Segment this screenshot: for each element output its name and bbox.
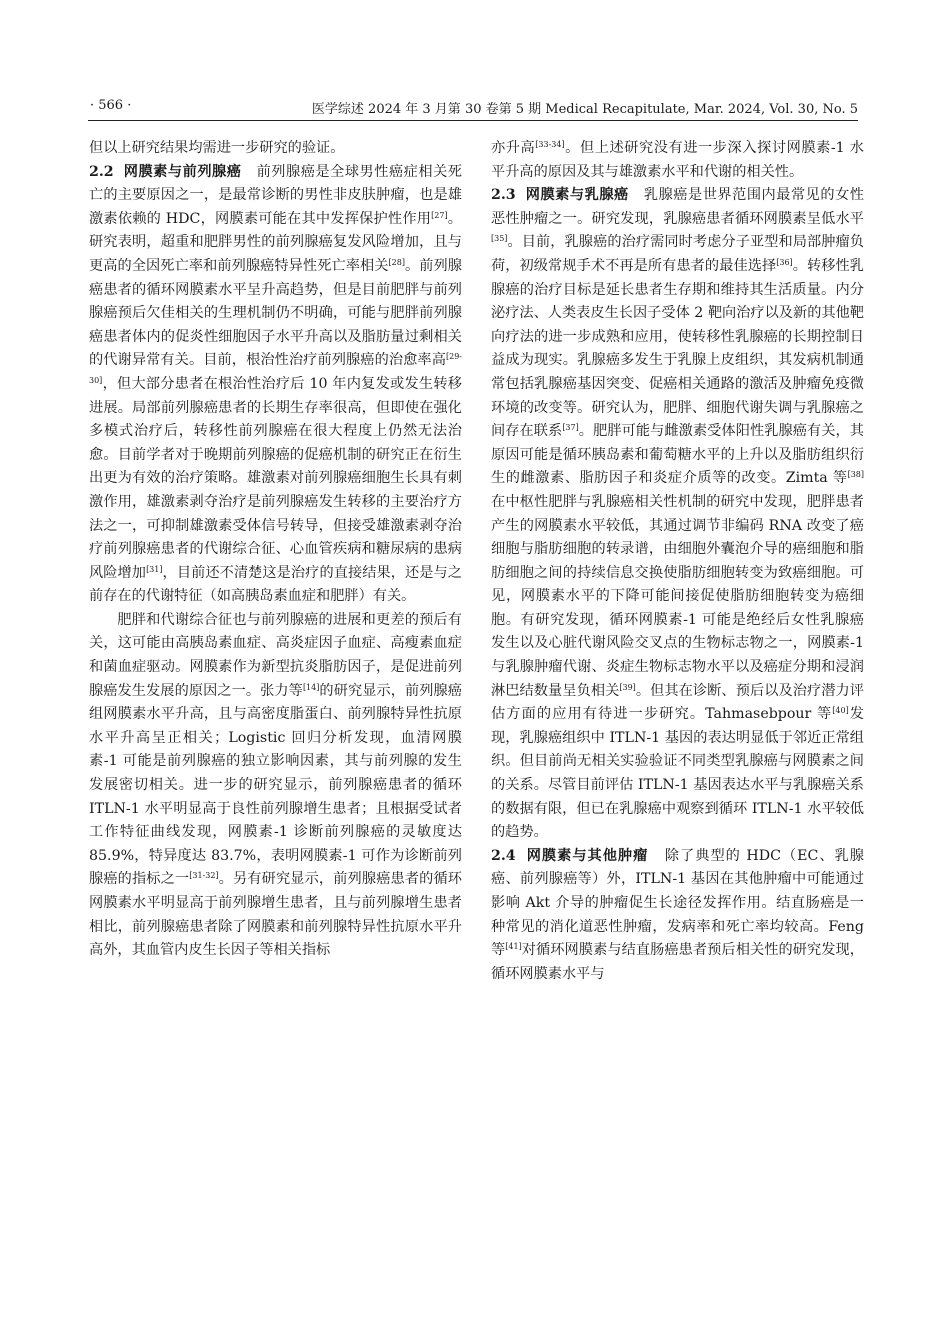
paragraph-text: 。肥胖可能与雌激素受体阳性乳腺癌有关，其原因可能是循环胰岛素和葡萄糖水平的上升以及脂肪组织衍生的雌激素、脂肪因子和炎症介质等的改变。Zimta 等 <box>491 423 864 487</box>
paragraph-text: 前列腺癌是全球男性癌症相关死亡的主要原因之一，是最常诊断的男性非皮肤肿瘤，也是雄激素依赖的 HDC，网膜素可能在其中发挥保护性作用 <box>89 163 462 227</box>
paragraph-text: 亦升高 <box>491 140 536 156</box>
paragraph-text: ，目前还不清楚这是治疗的直接结果，还是与之前存在的代谢特征（如高胰岛素血症和肥胖）有关。 <box>89 564 462 605</box>
paragraph <box>89 609 462 963</box>
citation: [35] <box>491 234 508 244</box>
section-2-2 <box>89 161 462 609</box>
paragraph-text: 肥胖和代谢综合征也与前列腺癌的进展和更差的预后有关，这可能由高胰岛素血症、高炎症因子血症、高瘦素血症和菌血症驱动。网膜素作为新型抗炎脂肪因子，是促进前列腺癌发生发展的原因之一。张力等 <box>89 611 462 699</box>
section-2-3 <box>491 184 864 845</box>
paragraph-text: 。但其在诊断、预后以及治疗潜力评估方面的应用有待进一步研究。Tahmasebpour 等 <box>491 682 864 723</box>
citation: [14] <box>302 682 320 692</box>
paragraph-text: 对循环网膜素与结直肠癌患者预后相关性的研究发现，循环网膜素水平与 <box>491 942 864 982</box>
section-title: 网膜素与乳腺癌 <box>525 187 629 204</box>
citation: [41] <box>505 942 522 952</box>
paragraph <box>491 137 864 184</box>
paragraph-text: 。目前，乳腺癌的治疗需同时考虑分子亚型和局部肿瘤负荷，初级常规手术不再是所有患者的最佳选择 <box>491 234 864 274</box>
section-number: 2.4 <box>491 847 516 864</box>
citation: [31-32] <box>189 871 219 881</box>
left-column <box>89 137 462 963</box>
section-title: 网膜素与其他肿瘤 <box>526 847 649 864</box>
section-2-4 <box>491 845 864 987</box>
citation: [40] <box>832 706 849 716</box>
paragraph <box>89 137 462 161</box>
right-column <box>491 137 864 986</box>
paragraph-text: 。另有研究显示，前列腺癌患者的循环网膜素水平明显高于前列腺增生患者，且与前列腺增生患者相比，前列腺癌患者除了网膜素和前列腺特异性抗原水平升高外，其血管内皮生长因子等相关指标 <box>89 871 462 959</box>
citation: [38] <box>847 470 864 480</box>
citation: [36] <box>776 257 793 267</box>
citation: [33-34] <box>535 140 565 149</box>
citation: [28] <box>388 257 405 267</box>
section-title: 网膜素与前列腺癌 <box>123 163 242 180</box>
citation: [37] <box>562 423 579 433</box>
paragraph-text: 乳腺癌是世界范围内最常见的女性恶性肿瘤之一。研究发现，乳腺癌患者循环网膜素呈低水平 <box>491 187 864 227</box>
journal-citation: 医学综述 2024 年 3 月第 30 卷第 5 期 Medical Recapitulate, Mar. 2024, Vol. 30, No. 5 <box>311 102 858 117</box>
citation: [27] <box>431 210 448 220</box>
running-header <box>88 96 858 121</box>
paragraph-text: 。研究表明，超重和肥胖男性的前列腺癌复发风险增加，且与更高的全因死亡率和前列腺癌特异性死亡率相关 <box>89 210 462 274</box>
paragraph-text: 在中枢性肥胖与乳腺癌相关性机制的研究中发现，肥胖患者产生的网膜素水平较低，其通过调节非编码 RNA 改变了癌细胞与脂肪细胞的转录谱，由细胞外囊泡介导的癌细胞和脂肪细胞之间的持续信息交换使脂肪细胞转变为致癌细胞。可见，网膜素水平的下降可能间接促使脂肪细胞转变为癌细胞。有研究发现，循环网膜素-1 可能是绝经后女性乳腺癌发生以及心脏代谢风险交叉点的生物标志物之一，网膜素-1 与乳腺肿瘤代谢、炎症生物标志物水平以及癌症分期和浸润淋巴结数量呈负相关 <box>491 493 864 699</box>
citation: [29-30] <box>89 352 462 385</box>
section-number: 2.3 <box>491 187 516 204</box>
citation: [31] <box>146 564 163 574</box>
section-number: 2.2 <box>89 163 114 180</box>
page-number: · 566 · <box>90 98 132 113</box>
paragraph-text: 除了典型的 HDC（EC、乳腺癌、前列腺癌等）外，ITLN-1 基因在其他肿瘤中可能通过影响 Akt 介导的肿瘤促生长途径发挥作用。结直肠癌是一种常见的消化道恶性肿瘤，发病率和死亡率均较高。Feng 等 <box>491 847 864 959</box>
paragraph-text: 。转移性乳腺癌的治疗目标是延长患者生存期和维持其生活质量。内分泌疗法、人类表皮生长因子受体 2 靶向治疗以及新的其他靶向疗法的进一步成熟和应用，使转移性乳腺癌的长期控制日益成为现实。乳腺癌多发生于乳腺上皮组织，其发病机制通常包括乳腺癌基因突变、促癌相关通路的激活及肿瘤免疫微环境的改变等。研究认为，肥胖、细胞代谢失调与乳腺癌之间存在联系 <box>491 257 864 440</box>
paragraph-text: ，但大部分患者在根治性治疗后 10 年内复发或发生转移进展。局部前列腺癌患者的长期生存率很高，但即使在强化多模式治疗后，转移性前列腺癌在很大程度上仍然无法治愈。目前学者对于晚期前列腺癌的促癌机制的研究正在衍生出更为有效的治疗策略。雄激素对前列腺癌细胞生长具有刺激作用，雄激素剥夺治疗是前列腺癌发生转移的主要治疗方法之一，可抑制雄激素受体信号转导，但接受雄激素剥夺治疗前列腺癌患者的代谢综合征、心血管疾病和糖尿病的患病风险增加 <box>89 375 462 581</box>
paragraph-text: 。但上述研究没有进一步深入探讨网膜素-1 水平升高的原因及其与雄激素水平和代谢的相关性。 <box>491 140 864 180</box>
paragraph-text: 的研究显示，前列腺癌组网膜素水平升高，且与高密度脂蛋白、前列腺特异性抗原水平升高呈正相关；Logistic 回归分析发现，血清网膜素-1 可能是前列腺癌的独立影响因素，其与前列腺的发生发展密切相关。进一步的研究显示，前列腺癌患者的循环 ITLN-1 水平明显高于良性前列腺增生患者；且根据受试者工作特征曲线发现，网膜素-1 诊断前列腺癌的灵敏度达 85.9%，特异度达 83.7%，表明网膜素-1 可作为诊断前列腺癌的指标之一 <box>89 682 462 888</box>
paragraph-text: 但以上研究结果均需进一步研究的验证。 <box>89 140 345 156</box>
paragraph-text: 。前列腺癌患者的循环网膜素水平呈升高趋势，但是目前肥胖与前列腺癌预后欠佳相关的生理机制仍不明确，可能与肥胖前列腺癌患者体内的促炎性细胞因子水平升高以及脂肪量过剩相关的代谢异常有关。目前，根治性治疗前列腺癌的治愈率高 <box>89 257 462 369</box>
paragraph-text: 发现，乳腺癌组织中 ITLN-1 基因的表达明显低于邻近正常组织。但目前尚无相关实验验证不同类型乳腺癌与网膜素之间的关系。尽管目前评估 ITLN-1 基因表达水平与乳腺癌关系的数据有限，但已在乳腺癌中观察到循环 ITLN-1 水平较低的趋势。 <box>491 706 864 841</box>
citation: [39] <box>619 682 636 692</box>
